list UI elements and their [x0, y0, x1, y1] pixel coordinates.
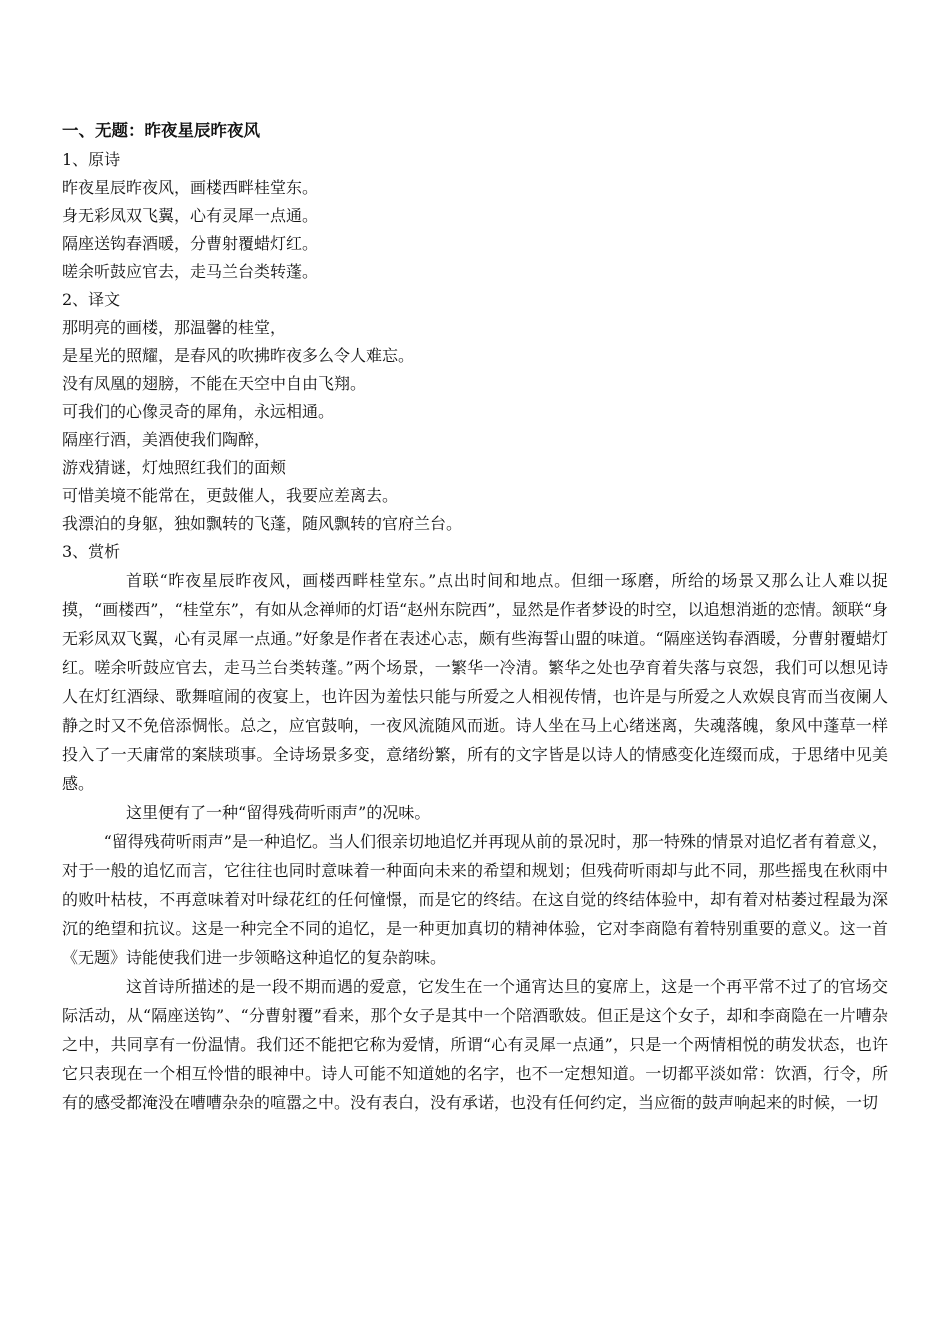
- translation-line: 游戏猜谜，灯烛照红我们的面颊: [62, 458, 287, 477]
- poem-line: 嗟余听鼓应官去，走马兰台类转蓬。: [62, 262, 319, 281]
- appreciation-paragraph: “留得残荷听雨声”是一种追忆。当人们很亲切地追忆并再现从前的景况时，那一特殊的情景对追忆者有着意义，对于一般的追忆而言，它往往也同时意味着一种面向未来的希望和规划；但残荷听雨却与此不同，那些摇曳在秋雨中的败叶枯枝，不再意味着对叶绿花红的任何憧憬，而是它的终结。在这自觉的终结体验中，却有着对枯萎过程最为深沉的绝望和抗议。这是一种完全不同的追忆，是一种更加真切的精神体验，它对李商隐有着特别重要的意义。这一首《无题》诗能使我们进一步领略这种追忆的复杂韵味。: [62, 832, 888, 967]
- document-page: [62, 116, 888, 1117]
- poem-line: 身无彩凤双飞翼，心有灵犀一点通。: [62, 206, 319, 225]
- section-heading-translation: 2、译文: [62, 290, 121, 309]
- appreciation-paragraph: 这里便有了一种“留得残荷听雨声”的况味。: [126, 803, 431, 822]
- translation-line: 那明亮的画楼，那温馨的桂堂，: [62, 318, 287, 337]
- poem-line: 昨夜星辰昨夜风，画楼西畔桂堂东。: [62, 178, 319, 197]
- translation-line: 隔座行酒，美酒使我们陶醉，: [62, 430, 271, 449]
- translation-line: 可惜美境不能常在，更鼓催人，我要应差离去。: [62, 486, 399, 505]
- appreciation-paragraph: 这首诗所描述的是一段不期而遇的爱意，它发生在一个通宵达旦的宴席上，这是一个再平常不过了的官场交际活动，从“隔座送钩”、“分曹射覆”看来，那个女子是其中一个陪酒歌妓。但正是这个女子，却和李商隐在一片嘈杂之中，共同享有一份温情。我们还不能把它称为爱情，所谓“心有灵犀一点通”，只是一个两情相悦的萌发状态，也许它只表现在一个相互怜惜的眼神中。诗人可能不知道她的名字，也不一定想知道。一切都平淡如常：饮酒，行令，所有的感受都淹没在嘈嘈杂杂的喧嚣之中。没有表白，没有承诺，也没有任何约定，当应衙的鼓声响起来的时候，一切: [62, 977, 888, 1112]
- section-heading-appreciation: 3、赏析: [62, 542, 121, 561]
- document-title: 一、无题：昨夜星辰昨夜风: [62, 121, 260, 140]
- poem-line: 隔座送钩春酒暖，分曹射覆蜡灯红。: [62, 234, 319, 253]
- translation-line: 是星光的照耀，是春风的吹拂昨夜多么令人难忘。: [62, 346, 415, 365]
- translation-line: 可我们的心像灵奇的犀角，永远相通。: [62, 402, 335, 421]
- translation-line: 我漂泊的身躯，独如飘转的飞蓬，随风飘转的官府兰台。: [62, 514, 463, 533]
- appreciation-paragraph: 首联“昨夜星辰昨夜风，画楼西畔桂堂东。”点出时间和地点。但细一琢磨，所给的场景又那么让人难以捉摸，“画楼西”，“桂堂东”，有如从念禅师的灯语“赵州东院西”，显然是作者梦设的时空，以追想消逝的恋情。颔联“身无彩凤双飞翼，心有灵犀一点通。”好象是作者在表述心志，颇有些海誓山盟的味道。“隔座送钩春酒暖，分曹射覆蜡灯红。嗟余听鼓应官去，走马兰台类转蓬。”两个场景，一繁华一冷清。繁华之处也孕育着失落与哀怨，我们可以想见诗人在灯红酒绿、歌舞喧闹的夜宴上，也许因为羞怯只能与所爱之人相视传情，也许是与所爱之人欢娱良宵而当夜阑人静之时又不免倍添惆怅。总之，应官鼓响，一夜风流随风而逝。诗人坐在马上心绪迷离，失魂落魄，象风中蓬草一样投入了一天庸常的案牍琐事。全诗场景多变，意绪纷繁，所有的文字皆是以诗人的情感变化连缀而成，于思绪中见美感。: [62, 571, 888, 793]
- section-heading-original: 1、原诗: [62, 150, 121, 169]
- translation-line: 没有凤凰的翅膀，不能在天空中自由飞翔。: [62, 374, 367, 393]
